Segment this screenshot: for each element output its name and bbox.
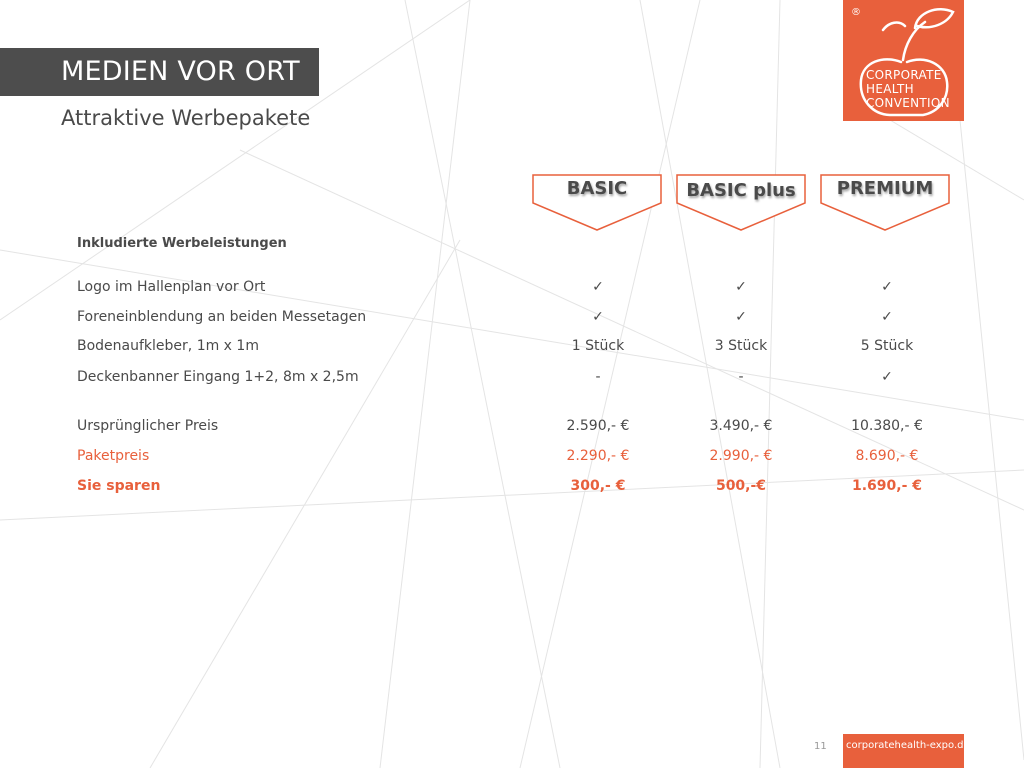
cell-premium: 8.690,- € [855, 448, 919, 464]
cell-basic: 2.590,- € [566, 418, 630, 434]
price-row-savings [0, 478, 1024, 500]
cell-basic-plus: ✓ [735, 309, 747, 325]
row-label: Logo im Hallenplan vor Ort [77, 279, 266, 295]
cell-basic: - [595, 369, 601, 385]
page-number: 11 [814, 741, 827, 752]
section-label: Inkludierte Werbeleistungen [77, 236, 287, 251]
cell-premium: ✓ [881, 309, 893, 325]
cell-premium: ✓ [881, 369, 893, 385]
page-subtitle: Attraktive Werbepakete [61, 106, 311, 130]
cell-premium: 1.690,- € [851, 478, 923, 494]
package-header-basic [531, 173, 663, 233]
cell-premium: 5 Stück [860, 338, 914, 354]
package-label: BASIC plus [686, 180, 796, 201]
logo-line: CORPORATE [866, 68, 942, 82]
cell-basic-plus: 3 Stück [714, 338, 768, 354]
cell-basic: ✓ [592, 309, 604, 325]
cell-basic: 1 Stück [571, 338, 625, 354]
logo-line: HEALTH [866, 82, 915, 96]
cell-basic: 300,- € [570, 478, 626, 494]
cell-basic-plus: 3.490,- € [709, 418, 773, 434]
price-row-package [0, 448, 1024, 470]
table-row [0, 279, 1024, 301]
package-header-premium [819, 173, 951, 233]
cell-basic: 2.290,- € [566, 448, 630, 464]
logo-wordmark [866, 68, 950, 110]
price-row-original [0, 418, 1024, 440]
page-title: MEDIEN VOR ORT [61, 56, 300, 87]
cell-premium: ✓ [881, 279, 893, 295]
cell-basic: ✓ [592, 279, 604, 295]
cell-premium: 10.380,- € [851, 418, 923, 434]
row-label: Bodenaufkleber, 1m x 1m [77, 338, 259, 354]
table-row [0, 309, 1024, 331]
footer-url[interactable]: corporatehealth-expo.de [846, 740, 970, 751]
logo-line: CONVENTION [866, 96, 950, 110]
row-label: Sie sparen [77, 478, 161, 494]
package-label: BASIC [566, 178, 628, 199]
cell-basic-plus: 2.990,- € [709, 448, 773, 464]
row-label: Foreneinblendung an beiden Messetagen [77, 309, 367, 325]
cell-basic-plus: 500,-€ [715, 478, 767, 494]
package-header-basic-plus [675, 173, 807, 233]
row-label: Paketpreis [77, 448, 150, 464]
row-label: Ursprünglicher Preis [77, 418, 219, 434]
table-row [0, 369, 1024, 391]
package-label: PREMIUM [836, 178, 934, 199]
cell-basic-plus: - [738, 369, 744, 385]
row-label: Deckenbanner Eingang 1+2, 8m x 2,5m [77, 369, 359, 385]
table-row [0, 338, 1024, 360]
registered-mark: ® [851, 7, 861, 18]
cell-basic-plus: ✓ [735, 279, 747, 295]
